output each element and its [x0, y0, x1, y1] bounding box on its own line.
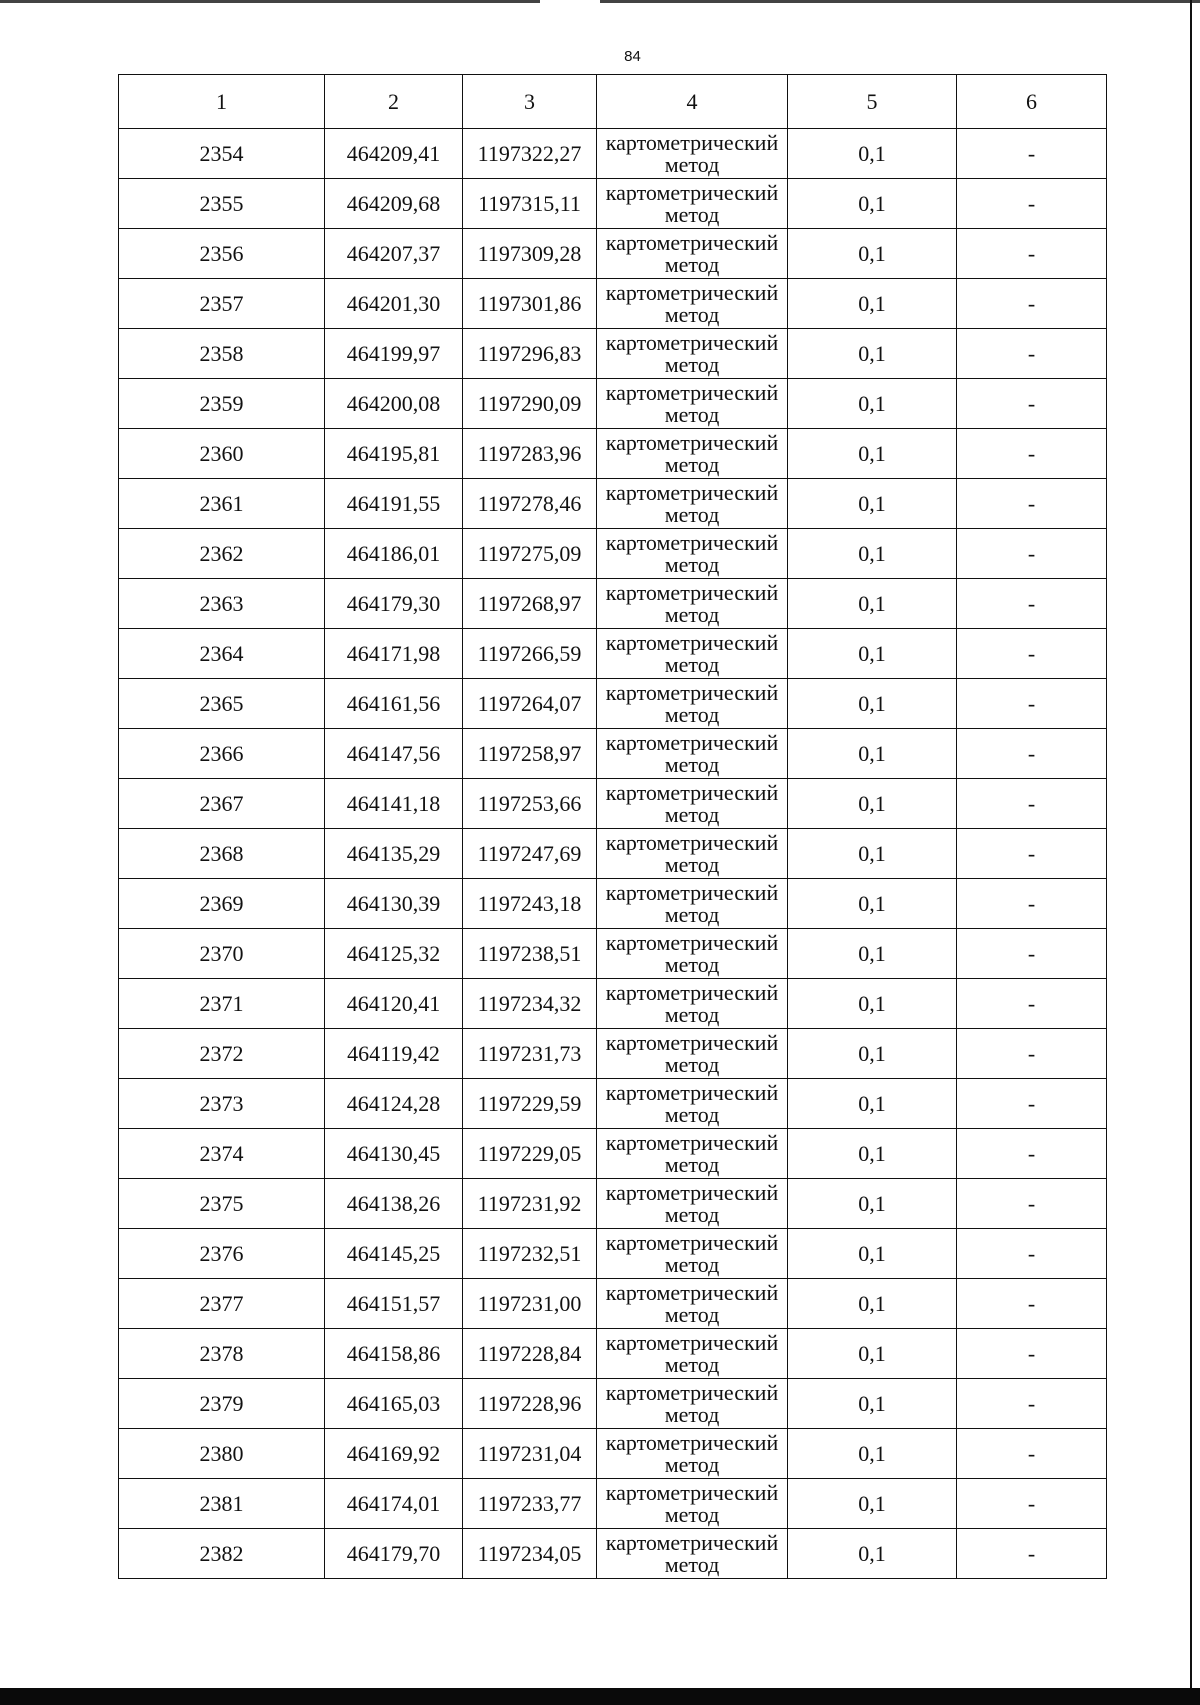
- precision-cell: 0,1: [788, 679, 957, 729]
- method-cell: [597, 1079, 788, 1129]
- x-coordinate-cell: 464125,32: [325, 929, 463, 979]
- x-coordinate-cell: 464165,03: [325, 1379, 463, 1429]
- x-coordinate-cell: 464169,92: [325, 1429, 463, 1479]
- method-line-2: метод: [664, 1351, 720, 1377]
- x-coordinate-cell: 464158,86: [325, 1329, 463, 1379]
- description-cell: -: [957, 829, 1107, 879]
- y-coordinate-cell: 1197258,97: [463, 729, 597, 779]
- method-cell: [597, 1029, 788, 1079]
- column-header: 3: [463, 75, 597, 129]
- method-line-2: метод: [664, 1051, 720, 1077]
- table-row: [119, 179, 1107, 229]
- method-line-2: метод: [664, 251, 720, 277]
- point-number-cell: 2371: [119, 979, 325, 1029]
- method-line-1: картометрический: [605, 1279, 779, 1305]
- method-line-1: картометрический: [605, 179, 779, 205]
- point-number-cell: 2356: [119, 229, 325, 279]
- precision-cell: 0,1: [788, 1079, 957, 1129]
- point-number-cell: 2362: [119, 529, 325, 579]
- x-coordinate-cell: 464161,56: [325, 679, 463, 729]
- method-line-1: картометрический: [605, 829, 779, 855]
- method-line-1: картометрический: [605, 929, 779, 955]
- table-row: [119, 279, 1107, 329]
- description-cell: -: [957, 1479, 1107, 1529]
- method-cell: [597, 329, 788, 379]
- table-row: [119, 1329, 1107, 1379]
- point-number-cell: 2374: [119, 1129, 325, 1179]
- y-coordinate-cell: 1197290,09: [463, 379, 597, 429]
- precision-cell: 0,1: [788, 479, 957, 529]
- precision-cell: 0,1: [788, 879, 957, 929]
- method-line-2: метод: [664, 1151, 720, 1177]
- description-cell: -: [957, 529, 1107, 579]
- point-number-cell: 2358: [119, 329, 325, 379]
- point-number-cell: 2361: [119, 479, 325, 529]
- method-line-1: картометрический: [605, 379, 779, 405]
- precision-cell: 0,1: [788, 529, 957, 579]
- table-row: [119, 1429, 1107, 1479]
- scan-edge-right: [1190, 0, 1192, 1705]
- y-coordinate-cell: 1197247,69: [463, 829, 597, 879]
- point-number-cell: 2382: [119, 1529, 325, 1579]
- description-cell: -: [957, 429, 1107, 479]
- method-line-2: метод: [664, 1451, 720, 1477]
- x-coordinate-cell: 464200,08: [325, 379, 463, 429]
- point-number-cell: 2354: [119, 129, 325, 179]
- method-line-1: картометрический: [605, 1329, 779, 1355]
- point-number-cell: 2373: [119, 1079, 325, 1129]
- precision-cell: 0,1: [788, 1379, 957, 1429]
- point-number-cell: 2364: [119, 629, 325, 679]
- description-cell: -: [957, 129, 1107, 179]
- method-line-1: картометрический: [605, 1379, 779, 1405]
- y-coordinate-cell: 1197231,92: [463, 1179, 597, 1229]
- method-cell: [597, 1179, 788, 1229]
- point-number-cell: 2376: [119, 1229, 325, 1279]
- table-row: [119, 1479, 1107, 1529]
- method-line-2: метод: [664, 1101, 720, 1127]
- y-coordinate-cell: 1197275,09: [463, 529, 597, 579]
- x-coordinate-cell: 464147,56: [325, 729, 463, 779]
- description-cell: -: [957, 1529, 1107, 1579]
- method-line-2: метод: [664, 1201, 720, 1227]
- method-line-1: картометрический: [605, 429, 779, 455]
- y-coordinate-cell: 1197301,86: [463, 279, 597, 329]
- method-cell: [597, 1379, 788, 1429]
- table-row: [119, 129, 1107, 179]
- method-line-1: картометрический: [605, 1429, 779, 1455]
- x-coordinate-cell: 464130,39: [325, 879, 463, 929]
- method-line-2: метод: [664, 1401, 720, 1427]
- y-coordinate-cell: 1197296,83: [463, 329, 597, 379]
- table-row: [119, 1079, 1107, 1129]
- method-cell: [597, 729, 788, 779]
- precision-cell: 0,1: [788, 1529, 957, 1579]
- method-cell: [597, 479, 788, 529]
- method-line-2: метод: [664, 1501, 720, 1527]
- table-row: [119, 829, 1107, 879]
- precision-cell: 0,1: [788, 1429, 957, 1479]
- method-cell: [597, 1479, 788, 1529]
- precision-cell: 0,1: [788, 229, 957, 279]
- description-cell: -: [957, 879, 1107, 929]
- precision-cell: 0,1: [788, 729, 957, 779]
- precision-cell: 0,1: [788, 279, 957, 329]
- method-cell: [597, 279, 788, 329]
- table-row: [119, 1229, 1107, 1279]
- y-coordinate-cell: 1197243,18: [463, 879, 597, 929]
- method-line-2: метод: [664, 1001, 720, 1027]
- table-row: [119, 529, 1107, 579]
- description-cell: -: [957, 1079, 1107, 1129]
- method-cell: [597, 979, 788, 1029]
- precision-cell: 0,1: [788, 1329, 957, 1379]
- method-line-1: картометрический: [605, 779, 779, 805]
- method-line-2: метод: [664, 651, 720, 677]
- method-cell: [597, 1229, 788, 1279]
- y-coordinate-cell: 1197322,27: [463, 129, 597, 179]
- y-coordinate-cell: 1197229,59: [463, 1079, 597, 1129]
- method-cell: [597, 1529, 788, 1579]
- precision-cell: 0,1: [788, 629, 957, 679]
- x-coordinate-cell: 464195,81: [325, 429, 463, 479]
- x-coordinate-cell: 464120,41: [325, 979, 463, 1029]
- method-line-2: метод: [664, 451, 720, 477]
- y-coordinate-cell: 1197228,96: [463, 1379, 597, 1429]
- column-header: 1: [119, 75, 325, 129]
- x-coordinate-cell: 464119,42: [325, 1029, 463, 1079]
- method-line-1: картометрический: [605, 129, 779, 155]
- y-coordinate-cell: 1197231,04: [463, 1429, 597, 1479]
- method-line-2: метод: [664, 301, 720, 327]
- method-cell: [597, 1429, 788, 1479]
- point-number-cell: 2369: [119, 879, 325, 929]
- method-cell: [597, 629, 788, 679]
- method-line-1: картометрический: [605, 629, 779, 655]
- precision-cell: 0,1: [788, 779, 957, 829]
- precision-cell: 0,1: [788, 1479, 957, 1529]
- x-coordinate-cell: 464209,68: [325, 179, 463, 229]
- table-row: [119, 1379, 1107, 1429]
- table-row: [119, 479, 1107, 529]
- x-coordinate-cell: 464130,45: [325, 1129, 463, 1179]
- table-row: [119, 329, 1107, 379]
- method-cell: [597, 1329, 788, 1379]
- method-cell: [597, 779, 788, 829]
- point-number-cell: 2378: [119, 1329, 325, 1379]
- table-row: [119, 1279, 1107, 1329]
- point-number-cell: 2360: [119, 429, 325, 479]
- method-cell: [597, 129, 788, 179]
- method-line-1: картометрический: [605, 1079, 779, 1105]
- y-coordinate-cell: 1197315,11: [463, 179, 597, 229]
- method-line-2: метод: [664, 151, 720, 177]
- precision-cell: 0,1: [788, 1179, 957, 1229]
- point-number-cell: 2375: [119, 1179, 325, 1229]
- precision-cell: 0,1: [788, 329, 957, 379]
- x-coordinate-cell: 464207,37: [325, 229, 463, 279]
- description-cell: -: [957, 379, 1107, 429]
- table-row: [119, 929, 1107, 979]
- method-line-1: картометрический: [605, 1229, 779, 1255]
- point-number-cell: 2380: [119, 1429, 325, 1479]
- method-cell: [597, 879, 788, 929]
- column-header: 4: [597, 75, 788, 129]
- method-line-2: метод: [664, 501, 720, 527]
- point-number-cell: 2372: [119, 1029, 325, 1079]
- method-cell: [597, 429, 788, 479]
- method-line-2: метод: [664, 1251, 720, 1277]
- column-header: 5: [788, 75, 957, 129]
- method-line-1: картометрический: [605, 679, 779, 705]
- x-coordinate-cell: 464138,26: [325, 1179, 463, 1229]
- method-cell: [597, 1279, 788, 1329]
- point-number-cell: 2367: [119, 779, 325, 829]
- description-cell: -: [957, 629, 1107, 679]
- point-number-cell: 2366: [119, 729, 325, 779]
- scan-edge-bottom: [0, 1688, 1200, 1705]
- method-line-1: картометрический: [605, 1129, 779, 1155]
- description-cell: -: [957, 1179, 1107, 1229]
- precision-cell: 0,1: [788, 829, 957, 879]
- y-coordinate-cell: 1197234,05: [463, 1529, 597, 1579]
- description-cell: -: [957, 1429, 1107, 1479]
- method-line-1: картометрический: [605, 229, 779, 255]
- description-cell: -: [957, 1229, 1107, 1279]
- table-row: [119, 229, 1107, 279]
- precision-cell: 0,1: [788, 129, 957, 179]
- precision-cell: 0,1: [788, 1129, 957, 1179]
- method-cell: [597, 229, 788, 279]
- method-line-2: метод: [664, 351, 720, 377]
- description-cell: -: [957, 179, 1107, 229]
- table-row: [119, 979, 1107, 1029]
- precision-cell: 0,1: [788, 379, 957, 429]
- method-line-1: картометрический: [605, 729, 779, 755]
- table-row: [119, 679, 1107, 729]
- x-coordinate-cell: 464209,41: [325, 129, 463, 179]
- y-coordinate-cell: 1197231,00: [463, 1279, 597, 1329]
- scan-edge-top: [0, 0, 1200, 3]
- method-cell: [597, 1129, 788, 1179]
- method-line-2: метод: [664, 751, 720, 777]
- page-number: 84: [624, 48, 641, 65]
- y-coordinate-cell: 1197228,84: [463, 1329, 597, 1379]
- method-cell: [597, 179, 788, 229]
- point-number-cell: 2365: [119, 679, 325, 729]
- method-line-1: картометрический: [605, 329, 779, 355]
- description-cell: -: [957, 979, 1107, 1029]
- description-cell: -: [957, 579, 1107, 629]
- description-cell: -: [957, 1279, 1107, 1329]
- x-coordinate-cell: 464191,55: [325, 479, 463, 529]
- method-line-2: метод: [664, 701, 720, 727]
- x-coordinate-cell: 464141,18: [325, 779, 463, 829]
- method-line-2: метод: [664, 951, 720, 977]
- precision-cell: 0,1: [788, 1229, 957, 1279]
- table-row: [119, 1029, 1107, 1079]
- y-coordinate-cell: 1197264,07: [463, 679, 597, 729]
- coordinates-table: [118, 74, 1107, 1579]
- table-row: [119, 779, 1107, 829]
- x-coordinate-cell: 464174,01: [325, 1479, 463, 1529]
- x-coordinate-cell: 464179,70: [325, 1529, 463, 1579]
- point-number-cell: 2381: [119, 1479, 325, 1529]
- table-row: [119, 379, 1107, 429]
- description-cell: -: [957, 1129, 1107, 1179]
- method-line-1: картометрический: [605, 1029, 779, 1055]
- y-coordinate-cell: 1197231,73: [463, 1029, 597, 1079]
- y-coordinate-cell: 1197234,32: [463, 979, 597, 1029]
- column-header: 6: [957, 75, 1107, 129]
- method-line-1: картометрический: [605, 879, 779, 905]
- y-coordinate-cell: 1197229,05: [463, 1129, 597, 1179]
- point-number-cell: 2357: [119, 279, 325, 329]
- y-coordinate-cell: 1197278,46: [463, 479, 597, 529]
- precision-cell: 0,1: [788, 979, 957, 1029]
- x-coordinate-cell: 464171,98: [325, 629, 463, 679]
- precision-cell: 0,1: [788, 1029, 957, 1079]
- point-number-cell: 2379: [119, 1379, 325, 1429]
- y-coordinate-cell: 1197232,51: [463, 1229, 597, 1279]
- method-line-2: метод: [664, 901, 720, 927]
- table-row: [119, 729, 1107, 779]
- x-coordinate-cell: 464199,97: [325, 329, 463, 379]
- y-coordinate-cell: 1197283,96: [463, 429, 597, 479]
- method-line-1: картометрический: [605, 529, 779, 555]
- point-number-cell: 2377: [119, 1279, 325, 1329]
- y-coordinate-cell: 1197238,51: [463, 929, 597, 979]
- point-number-cell: 2363: [119, 579, 325, 629]
- description-cell: -: [957, 279, 1107, 329]
- method-line-2: метод: [664, 601, 720, 627]
- precision-cell: 0,1: [788, 929, 957, 979]
- precision-cell: 0,1: [788, 1279, 957, 1329]
- precision-cell: 0,1: [788, 429, 957, 479]
- table-row: [119, 879, 1107, 929]
- method-line-1: картометрический: [605, 479, 779, 505]
- method-line-2: метод: [664, 401, 720, 427]
- description-cell: -: [957, 729, 1107, 779]
- precision-cell: 0,1: [788, 179, 957, 229]
- description-cell: -: [957, 1329, 1107, 1379]
- method-line-2: метод: [664, 801, 720, 827]
- description-cell: -: [957, 479, 1107, 529]
- x-coordinate-cell: 464186,01: [325, 529, 463, 579]
- table-row: [119, 1179, 1107, 1229]
- y-coordinate-cell: 1197233,77: [463, 1479, 597, 1529]
- method-line-1: картометрический: [605, 279, 779, 305]
- y-coordinate-cell: 1197268,97: [463, 579, 597, 629]
- x-coordinate-cell: 464145,25: [325, 1229, 463, 1279]
- description-cell: -: [957, 1029, 1107, 1079]
- method-line-1: картометрический: [605, 979, 779, 1005]
- point-number-cell: 2370: [119, 929, 325, 979]
- table-row: [119, 579, 1107, 629]
- precision-cell: 0,1: [788, 579, 957, 629]
- table-row: [119, 1529, 1107, 1579]
- method-line-1: картометрический: [605, 579, 779, 605]
- description-cell: -: [957, 1379, 1107, 1429]
- method-line-2: метод: [664, 1551, 720, 1577]
- table-row: [119, 429, 1107, 479]
- method-cell: [597, 379, 788, 429]
- column-header: 2: [325, 75, 463, 129]
- method-line-1: картометрический: [605, 1479, 779, 1505]
- point-number-cell: 2355: [119, 179, 325, 229]
- table-row: [119, 629, 1107, 679]
- method-line-2: метод: [664, 1301, 720, 1327]
- method-cell: [597, 679, 788, 729]
- y-coordinate-cell: 1197253,66: [463, 779, 597, 829]
- x-coordinate-cell: 464135,29: [325, 829, 463, 879]
- method-line-1: картометрический: [605, 1529, 779, 1555]
- method-line-2: метод: [664, 851, 720, 877]
- x-coordinate-cell: 464124,28: [325, 1079, 463, 1129]
- description-cell: -: [957, 779, 1107, 829]
- y-coordinate-cell: 1197309,28: [463, 229, 597, 279]
- method-line-1: картометрический: [605, 1179, 779, 1205]
- method-line-2: метод: [664, 201, 720, 227]
- point-number-cell: 2368: [119, 829, 325, 879]
- method-line-2: метод: [664, 551, 720, 577]
- method-cell: [597, 829, 788, 879]
- description-cell: -: [957, 229, 1107, 279]
- description-cell: -: [957, 329, 1107, 379]
- method-cell: [597, 529, 788, 579]
- x-coordinate-cell: 464179,30: [325, 579, 463, 629]
- y-coordinate-cell: 1197266,59: [463, 629, 597, 679]
- x-coordinate-cell: 464201,30: [325, 279, 463, 329]
- description-cell: -: [957, 679, 1107, 729]
- method-cell: [597, 579, 788, 629]
- table-row: [119, 1129, 1107, 1179]
- description-cell: -: [957, 929, 1107, 979]
- point-number-cell: 2359: [119, 379, 325, 429]
- method-cell: [597, 929, 788, 979]
- x-coordinate-cell: 464151,57: [325, 1279, 463, 1329]
- table-header-row: [119, 75, 1107, 129]
